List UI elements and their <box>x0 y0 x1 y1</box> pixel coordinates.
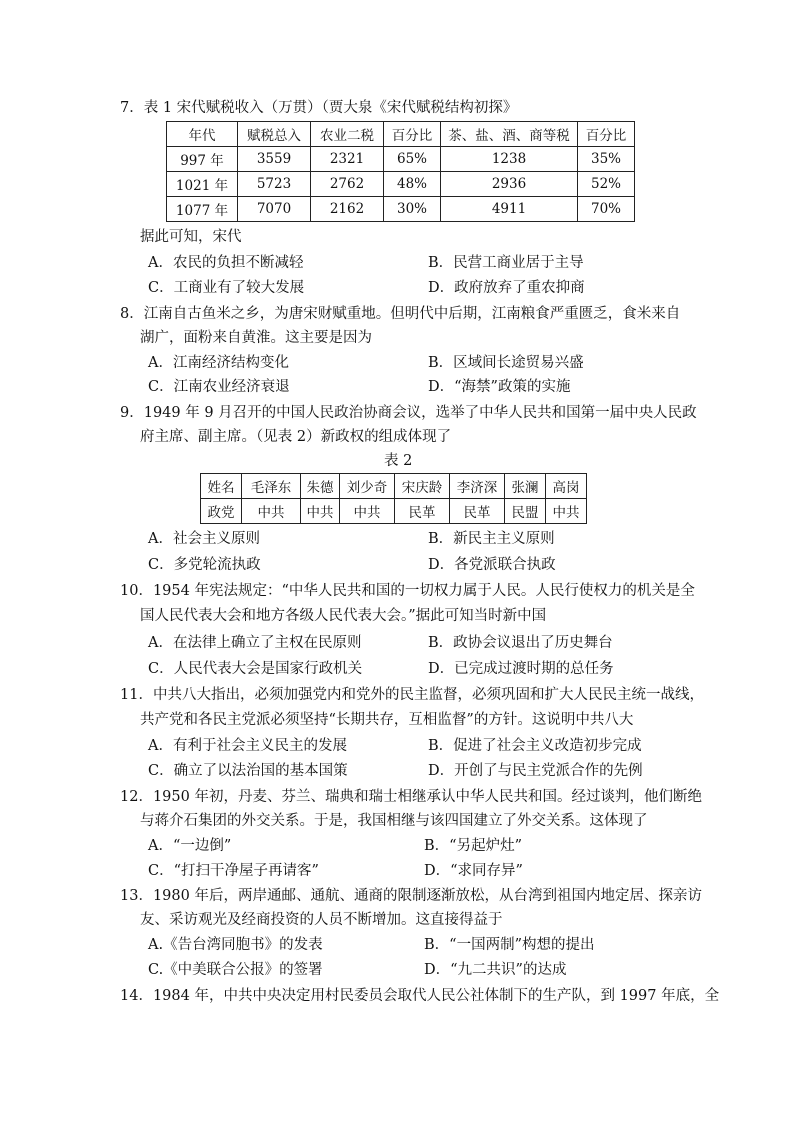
q7-prompt: 据此可知，宋代 <box>140 229 242 245</box>
q12-option-d[interactable]: D．“求同存异” <box>424 863 523 879</box>
q9-option-a[interactable]: A．社会主义原则 <box>148 531 260 547</box>
q13-option-d[interactable]: D．“九二共识”的达成 <box>424 962 567 978</box>
q13-option-a[interactable]: A.《告台湾同胞书》的发表 <box>148 937 323 953</box>
table-row <box>201 499 587 524</box>
q9-option-b[interactable]: B．新民主主义原则 <box>428 531 555 547</box>
table-cell: 中共 <box>301 499 340 524</box>
table-cell: 民革 <box>450 499 505 524</box>
table-cell: 1238 <box>441 147 578 172</box>
q10-option-c[interactable]: C．人民代表大会是国家行政机关 <box>148 661 363 677</box>
q13-option-c[interactable]: C.《中美联合公报》的签署 <box>148 962 323 978</box>
table-cell: 毛泽东 <box>242 474 301 499</box>
table-cell: 民盟 <box>505 499 546 524</box>
q14-line-1: 14．1984 年，中共中央决定用村民委员会取代人民公社体制下的生产队，到 1997 年底，全 <box>120 988 720 1004</box>
table-cell: 李济深 <box>450 474 505 499</box>
q10-line-2: 国人民代表大会和地方各级人民代表大会。”据此可知当时新中国 <box>140 608 547 624</box>
table-cell: 52% <box>578 172 635 197</box>
q9-option-c[interactable]: C．多党轮流执政 <box>148 557 261 573</box>
q8-option-a[interactable]: A．江南经济结构变化 <box>148 355 289 371</box>
q7-stem: 7．表 1 宋代赋税收入（万贯）（贾大泉《宋代赋税结构初探》 <box>120 100 518 116</box>
table-cell: 刘少奇 <box>340 474 395 499</box>
table-header-row <box>167 122 635 147</box>
q11-option-a[interactable]: A．有利于社会主义民主的发展 <box>148 738 347 754</box>
table-header: 年代 <box>167 122 238 147</box>
q11-option-c[interactable]: C．确立了以法治国的基本国策 <box>148 763 348 779</box>
table-row <box>167 172 635 197</box>
table-header: 茶、盐、酒、商等税 <box>441 122 578 147</box>
q12-line-1: 12．1950 年初，丹麦、芬兰、瑞典和瑞士相继承认中华人民共和国。经过谈判，他们断绝 <box>120 789 702 805</box>
q10-option-b[interactable]: B．政协会议退出了历史舞台 <box>428 635 613 651</box>
table-cell: 30% <box>384 197 441 222</box>
q7-option-c[interactable]: C．工商业有了较大发展 <box>148 280 305 296</box>
table-header: 百分比 <box>578 122 635 147</box>
q8-line-1: 8．江南自古鱼米之乡，为唐宋财赋重地。但明代中后期，江南粮食严重匮乏，食米来自 <box>120 306 681 322</box>
q13-option-b[interactable]: B．“一国两制”构想的提出 <box>424 937 595 953</box>
q8-option-d[interactable]: D．“海禁”政策的实施 <box>428 379 571 395</box>
q11-line-2: 共产党和各民主党派必须坚持“长期共存，互相监督”的方针。这说明中共八大 <box>140 712 634 728</box>
q10-option-a[interactable]: A．在法律上确立了主权在民原则 <box>148 635 362 651</box>
table-cell: 2936 <box>441 172 578 197</box>
table-cell: 1021 年 <box>167 172 238 197</box>
q13-line-1: 13．1980 年后，两岸通邮、通航、通商的限制逐渐放松，从台湾到祖国内地定居、探亲访 <box>120 888 702 904</box>
q7-option-a[interactable]: A．农民的负担不断减轻 <box>148 255 304 271</box>
q8-option-b[interactable]: B．区域间长途贸易兴盛 <box>428 355 584 371</box>
table-cell: 中共 <box>546 499 587 524</box>
table-header: 农业二税 <box>311 122 384 147</box>
table-row <box>167 197 635 222</box>
q9-table <box>200 473 587 524</box>
table-row <box>201 474 587 499</box>
q9-option-d[interactable]: D．各党派联合执政 <box>428 557 556 573</box>
q11-line-1: 11．中共八大指出，必须加强党内和党外的民主监督，必须巩固和扩大人民民主统一战线， <box>120 687 704 703</box>
table-cell: 2762 <box>311 172 384 197</box>
table-cell: 宋庆龄 <box>395 474 450 499</box>
q12-option-a[interactable]: A．“一边倒” <box>148 838 232 854</box>
table-cell: 35% <box>578 147 635 172</box>
q11-option-d[interactable]: D．开创了与民主党派合作的先例 <box>428 763 643 779</box>
table-cell: 3559 <box>238 147 311 172</box>
table-cell: 姓名 <box>201 474 242 499</box>
q7-table <box>166 121 635 222</box>
table-cell: 1077 年 <box>167 197 238 222</box>
table-header: 赋税总入 <box>238 122 311 147</box>
q8-line-2: 湖广，面粉来自黄淮。这主要是因为 <box>140 330 372 346</box>
table-cell: 民革 <box>395 499 450 524</box>
table-cell: 4911 <box>441 197 578 222</box>
q10-line-1: 10．1954 年宪法规定：“中华人民共和国的一切权力属于人民。人民行使权力的机关是全 <box>120 583 695 599</box>
table-cell: 政党 <box>201 499 242 524</box>
q7-option-b[interactable]: B．民营工商业居于主导 <box>428 255 584 271</box>
table-cell: 2162 <box>311 197 384 222</box>
q10-option-d[interactable]: D．已完成过渡时期的总任务 <box>428 661 614 677</box>
q9-table-caption: 表 2 <box>384 453 413 469</box>
table-header: 百分比 <box>384 122 441 147</box>
q7-option-d[interactable]: D．政府放弃了重农抑商 <box>428 280 585 296</box>
table-cell: 朱德 <box>301 474 340 499</box>
table-cell: 高岗 <box>546 474 587 499</box>
table-cell: 65% <box>384 147 441 172</box>
q13-line-2: 友、采访观光及经商投资的人员不断增加。这直接得益于 <box>140 912 503 928</box>
table-cell: 70% <box>578 197 635 222</box>
q12-line-2: 与蒋介石集团的外交关系。于是，我国相继与该四国建立了外交关系。这体现了 <box>140 813 648 829</box>
table-cell: 48% <box>384 172 441 197</box>
table-cell: 2321 <box>311 147 384 172</box>
table-cell: 5723 <box>238 172 311 197</box>
table-cell: 997 年 <box>167 147 238 172</box>
table-cell: 中共 <box>340 499 395 524</box>
table-cell: 7070 <box>238 197 311 222</box>
q11-option-b[interactable]: B．促进了社会主义改造初步完成 <box>428 738 642 754</box>
q12-option-c[interactable]: C．“打扫干净屋子再请客” <box>148 863 319 879</box>
q9-line-1: 9．1949 年 9 月召开的中国人民政治协商会议，选举了中华人民共和国第一届中央人民政 <box>120 405 697 421</box>
table-cell: 中共 <box>242 499 301 524</box>
table-row <box>167 147 635 172</box>
q12-option-b[interactable]: B．“另起炉灶” <box>424 838 522 854</box>
q9-line-2: 府主席、副主席。（见表 2）新政权的组成体现了 <box>140 429 452 445</box>
table-cell: 张澜 <box>505 474 546 499</box>
q8-option-c[interactable]: C．江南农业经济衰退 <box>148 379 290 395</box>
